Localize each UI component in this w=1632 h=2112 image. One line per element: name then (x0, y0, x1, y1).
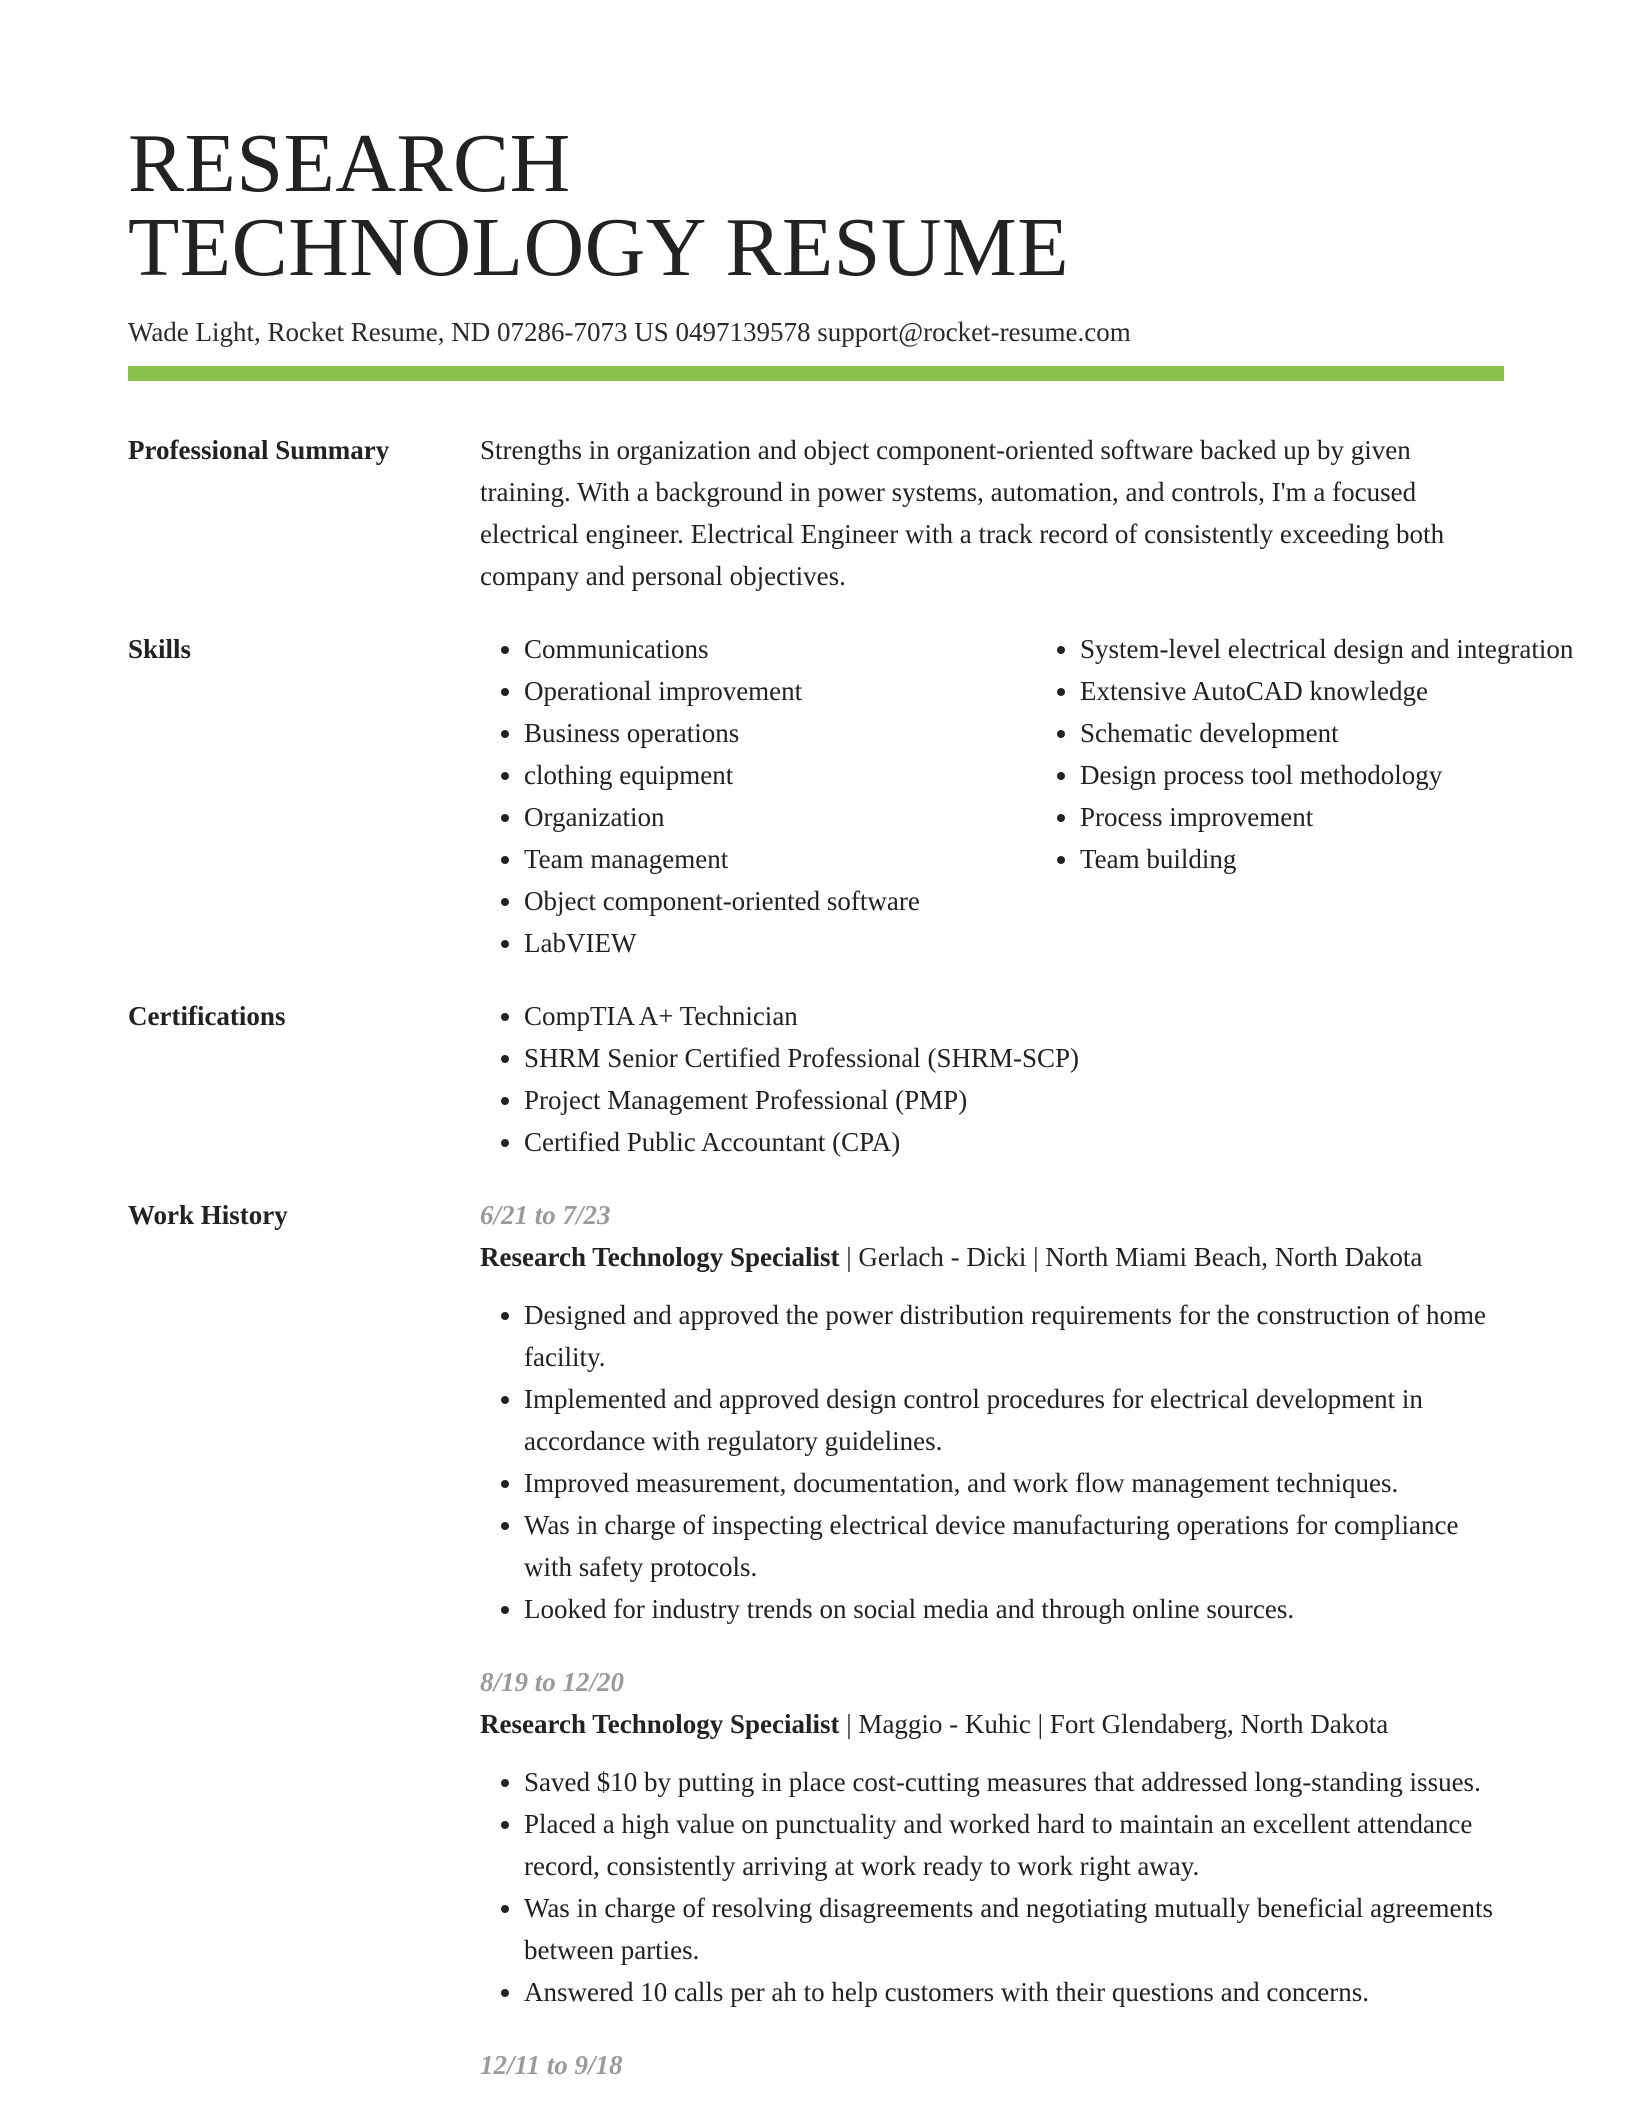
job-dates: 8/19 to 12/20 (480, 1667, 625, 1697)
skill-item: • Extensive AutoCAD knowledge (1080, 670, 1592, 712)
job-bullet: • Improved measurement, documentation, and work flow management techniques. (524, 1462, 1504, 1504)
job-bullet: • Was in charge of resolving disagreements and negotiating mutually beneficial agreements between parties. (524, 1887, 1504, 1971)
work-history-body (480, 1194, 1504, 2086)
job-title: Research Technology Specialist (480, 1709, 840, 1739)
skill-item: • System-level electrical design and integration (1080, 628, 1592, 670)
job-bullet: • Looked for industry trends on social media and through online sources. (524, 1588, 1504, 1630)
summary-text: Strengths in organization and object component-oriented software backed up by given training. With a background in power systems, automation, and controls, I'm a focused electrical engineer. Electrical Engineer with a track record of consistently exceeding both company and personal objectives. (480, 435, 1445, 591)
certifications-section (128, 995, 1504, 1163)
job-bullets (480, 1761, 1504, 2013)
skill-item: • Team management (524, 838, 1036, 880)
job-bullet: • Implemented and approved design control procedures for electrical development in accordance with regulatory guidelines. (524, 1378, 1504, 1462)
job-heading (480, 1703, 1504, 1745)
skills-body (480, 628, 1574, 964)
job-title: Research Technology Specialist (480, 1242, 840, 1272)
job-heading (480, 1236, 1504, 1278)
job-bullet: • Designed and approved the power distribution requirements for the construction of home facility. (524, 1294, 1504, 1378)
work-history-section (128, 1194, 1504, 2086)
accent-divider (128, 366, 1504, 381)
certification-item: • Certified Public Accountant (CPA) (524, 1121, 1504, 1163)
work-history-label: Work History (128, 1200, 288, 1230)
job-details: | Gerlach - Dicki | North Miami Beach, North Dakota (839, 1242, 1423, 1272)
skill-item: • Business operations (524, 712, 1036, 754)
title-line-1: RESEARCH (128, 117, 571, 210)
job-details: | Maggio - Kuhic | Fort Glendaberg, North Dakota (839, 1709, 1389, 1739)
skill-item: • Communications (524, 628, 1036, 670)
skills-column-2 (1036, 628, 1592, 964)
title-line-2: TECHNOLOGY RESUME (128, 201, 1070, 294)
job-bullet: • Answered 10 calls per ah to help customers with their questions and concerns. (524, 1971, 1504, 2013)
skills-label: Skills (128, 634, 192, 664)
job-bullet: • Was in charge of inspecting electrical device manufacturing operations for compliance with safety protocols. (524, 1504, 1504, 1588)
skill-item: • Organization (524, 796, 1036, 838)
skill-item: • Object component-oriented software (524, 880, 1036, 922)
certifications-list (480, 995, 1504, 1163)
job-bullet: • Saved $10 by putting in place cost-cutting measures that addressed long-standing issues. (524, 1761, 1504, 1803)
certification-item: • SHRM Senior Certified Professional (SHRM-SCP) (524, 1037, 1504, 1079)
skill-item: • clothing equipment (524, 754, 1036, 796)
skill-item: • Team building (1080, 838, 1592, 880)
skill-item: • Design process tool methodology (1080, 754, 1592, 796)
summary-label: Professional Summary (128, 435, 390, 465)
skill-item: • Process improvement (1080, 796, 1592, 838)
job-dates: 6/21 to 7/23 (480, 1200, 611, 1230)
summary-body (480, 429, 1504, 597)
job-dates-next: 12/11 to 9/18 (480, 2050, 623, 2080)
certification-item: • CompTIA A+ Technician (524, 995, 1504, 1037)
job-bullets (480, 1294, 1504, 1630)
skill-item: • Operational improvement (524, 670, 1036, 712)
resume-title (128, 117, 1504, 294)
contact-line: Wade Light, Rocket Resume, ND 07286-7073 US 0497139578 support@rocket-resume.com (128, 317, 1131, 347)
certifications-body (480, 995, 1504, 1163)
summary-section (128, 429, 1504, 597)
resume-page (128, 117, 1574, 2086)
certification-item: • Project Management Professional (PMP) (524, 1079, 1504, 1121)
certifications-label: Certifications (128, 1001, 286, 1031)
job-bullet: • Placed a high value on punctuality and worked hard to maintain an excellent attendance record, consistently arriving at work ready to work right away. (524, 1803, 1504, 1887)
skill-item: • LabVIEW (524, 922, 1036, 964)
skill-item: • Schematic development (1080, 712, 1592, 754)
skills-section (128, 628, 1574, 964)
job-entry (480, 1661, 1504, 2013)
skills-column-1 (480, 628, 1036, 964)
job-entry (480, 1194, 1504, 1630)
